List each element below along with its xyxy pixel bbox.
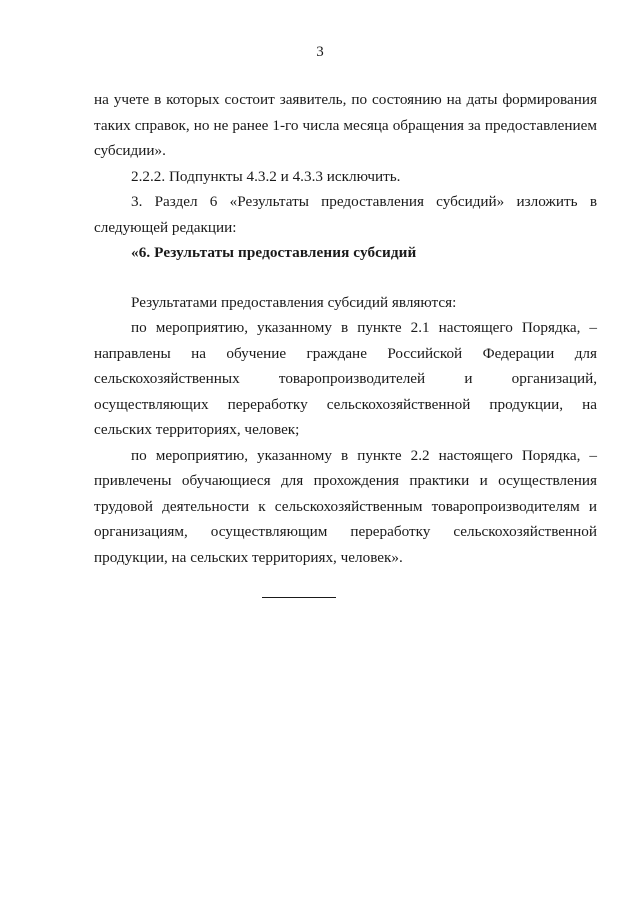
document-body — [94, 87, 597, 570]
paragraph-results-intro: Результатами предоставления субсидий являются: — [131, 293, 457, 311]
paragraph-continuation: на учете в которых состоит заявитель, по состоянию на даты формирования таких справок, но не ранее 1-го числа месяца обращения за предоставлением субсидии». — [94, 91, 597, 159]
paragraph-measure-2-1: по мероприятию, указанному в пункте 2.1 настоящего Порядка, – направлены на обучение граждане Российской Федерации для сельскохозяйственных товаропроизводителей и организаций, осуществляющих переработку сельскохозяйственной продукции, на сельских территориях, человек; — [94, 319, 597, 438]
paragraph-clause-3: 3. Раздел 6 «Результаты предоставления субсидий» изложить в следующей редакции: — [94, 193, 597, 236]
end-separator-line — [262, 597, 336, 598]
paragraph-subclause-2-2-2: 2.2.2. Подпункты 4.3.2 и 4.3.3 исключить. — [131, 167, 401, 185]
paragraph-measure-2-2: по мероприятию, указанному в пункте 2.2 настоящего Порядка, – привлечены обучающиеся для прохождения практики и осуществления трудовой деятельности к сельскохозяйственным товаропроизводителям и организациям, осуществляющим переработку сельскохозяйственной продукции, на сельских территориях, человек». — [94, 446, 597, 566]
section-heading: «6. Результаты предоставления субсидий — [131, 244, 417, 261]
page-number: 3 — [316, 44, 324, 60]
